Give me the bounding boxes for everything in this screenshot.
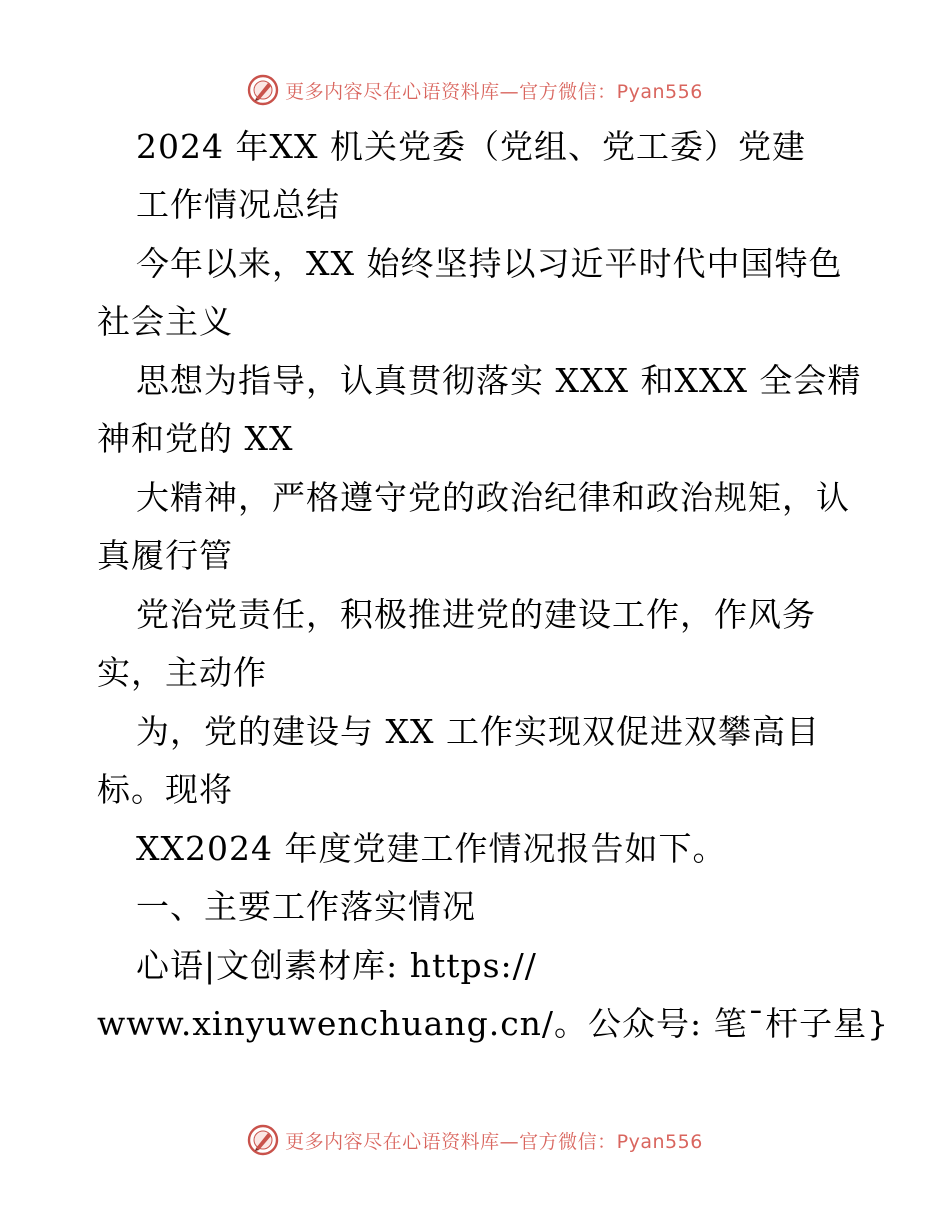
header-watermark [0,70,950,110]
doc-paragraph-line: 实，主动作 [97,653,267,692]
watermark-text: 更多内容尽在心语资料库—官方微信：Pyan556 [285,80,703,103]
doc-source-line: 心语|文创素材库: https:// [136,946,537,985]
doc-section-heading: 一、主要工作落实情况 [136,887,476,926]
doc-paragraph-line: 神和党的 XX [97,419,294,458]
doc-paragraph-line: 标。现将 [97,770,233,809]
watermark-text: 更多内容尽在心语资料库—官方微信：Pyan556 [285,1130,703,1153]
doc-paragraph-line: 思想为指导，认真贯彻落实 XXX 和XXX 全会精 [136,361,862,400]
doc-paragraph-line: 今年以来，XX 始终坚持以习近平时代中国特色 [136,244,843,283]
doc-title-line-1: 2024 年XX 机关党委（党组、党工委）党建 [136,127,806,166]
footer-watermark [0,1120,950,1160]
doc-paragraph-line: 为，党的建设与 XX 工作实现双促进双攀高目 [136,712,820,751]
doc-paragraph-line: 党治党责任，积极推进党的建设工作，作风务 [136,595,816,634]
pen-seal-logo-icon [247,1124,279,1156]
doc-source-line: www.xinyuwenchuang.cn/。公众号: 笔¯杆子星} [97,1004,890,1043]
pen-seal-logo-icon [247,74,279,106]
doc-title-line-2: 工作情况总结 [136,185,340,224]
doc-paragraph-line: 大精神，严格遵守党的政治纪律和政治规矩，认 [136,478,850,517]
doc-paragraph-line: XX2024 年度党建工作情况报告如下。 [136,829,727,868]
header-watermark-group [247,74,703,106]
doc-paragraph-line: 真履行管 [97,536,233,575]
footer-watermark-group [247,1124,703,1156]
doc-paragraph-line: 社会主义 [97,302,233,341]
